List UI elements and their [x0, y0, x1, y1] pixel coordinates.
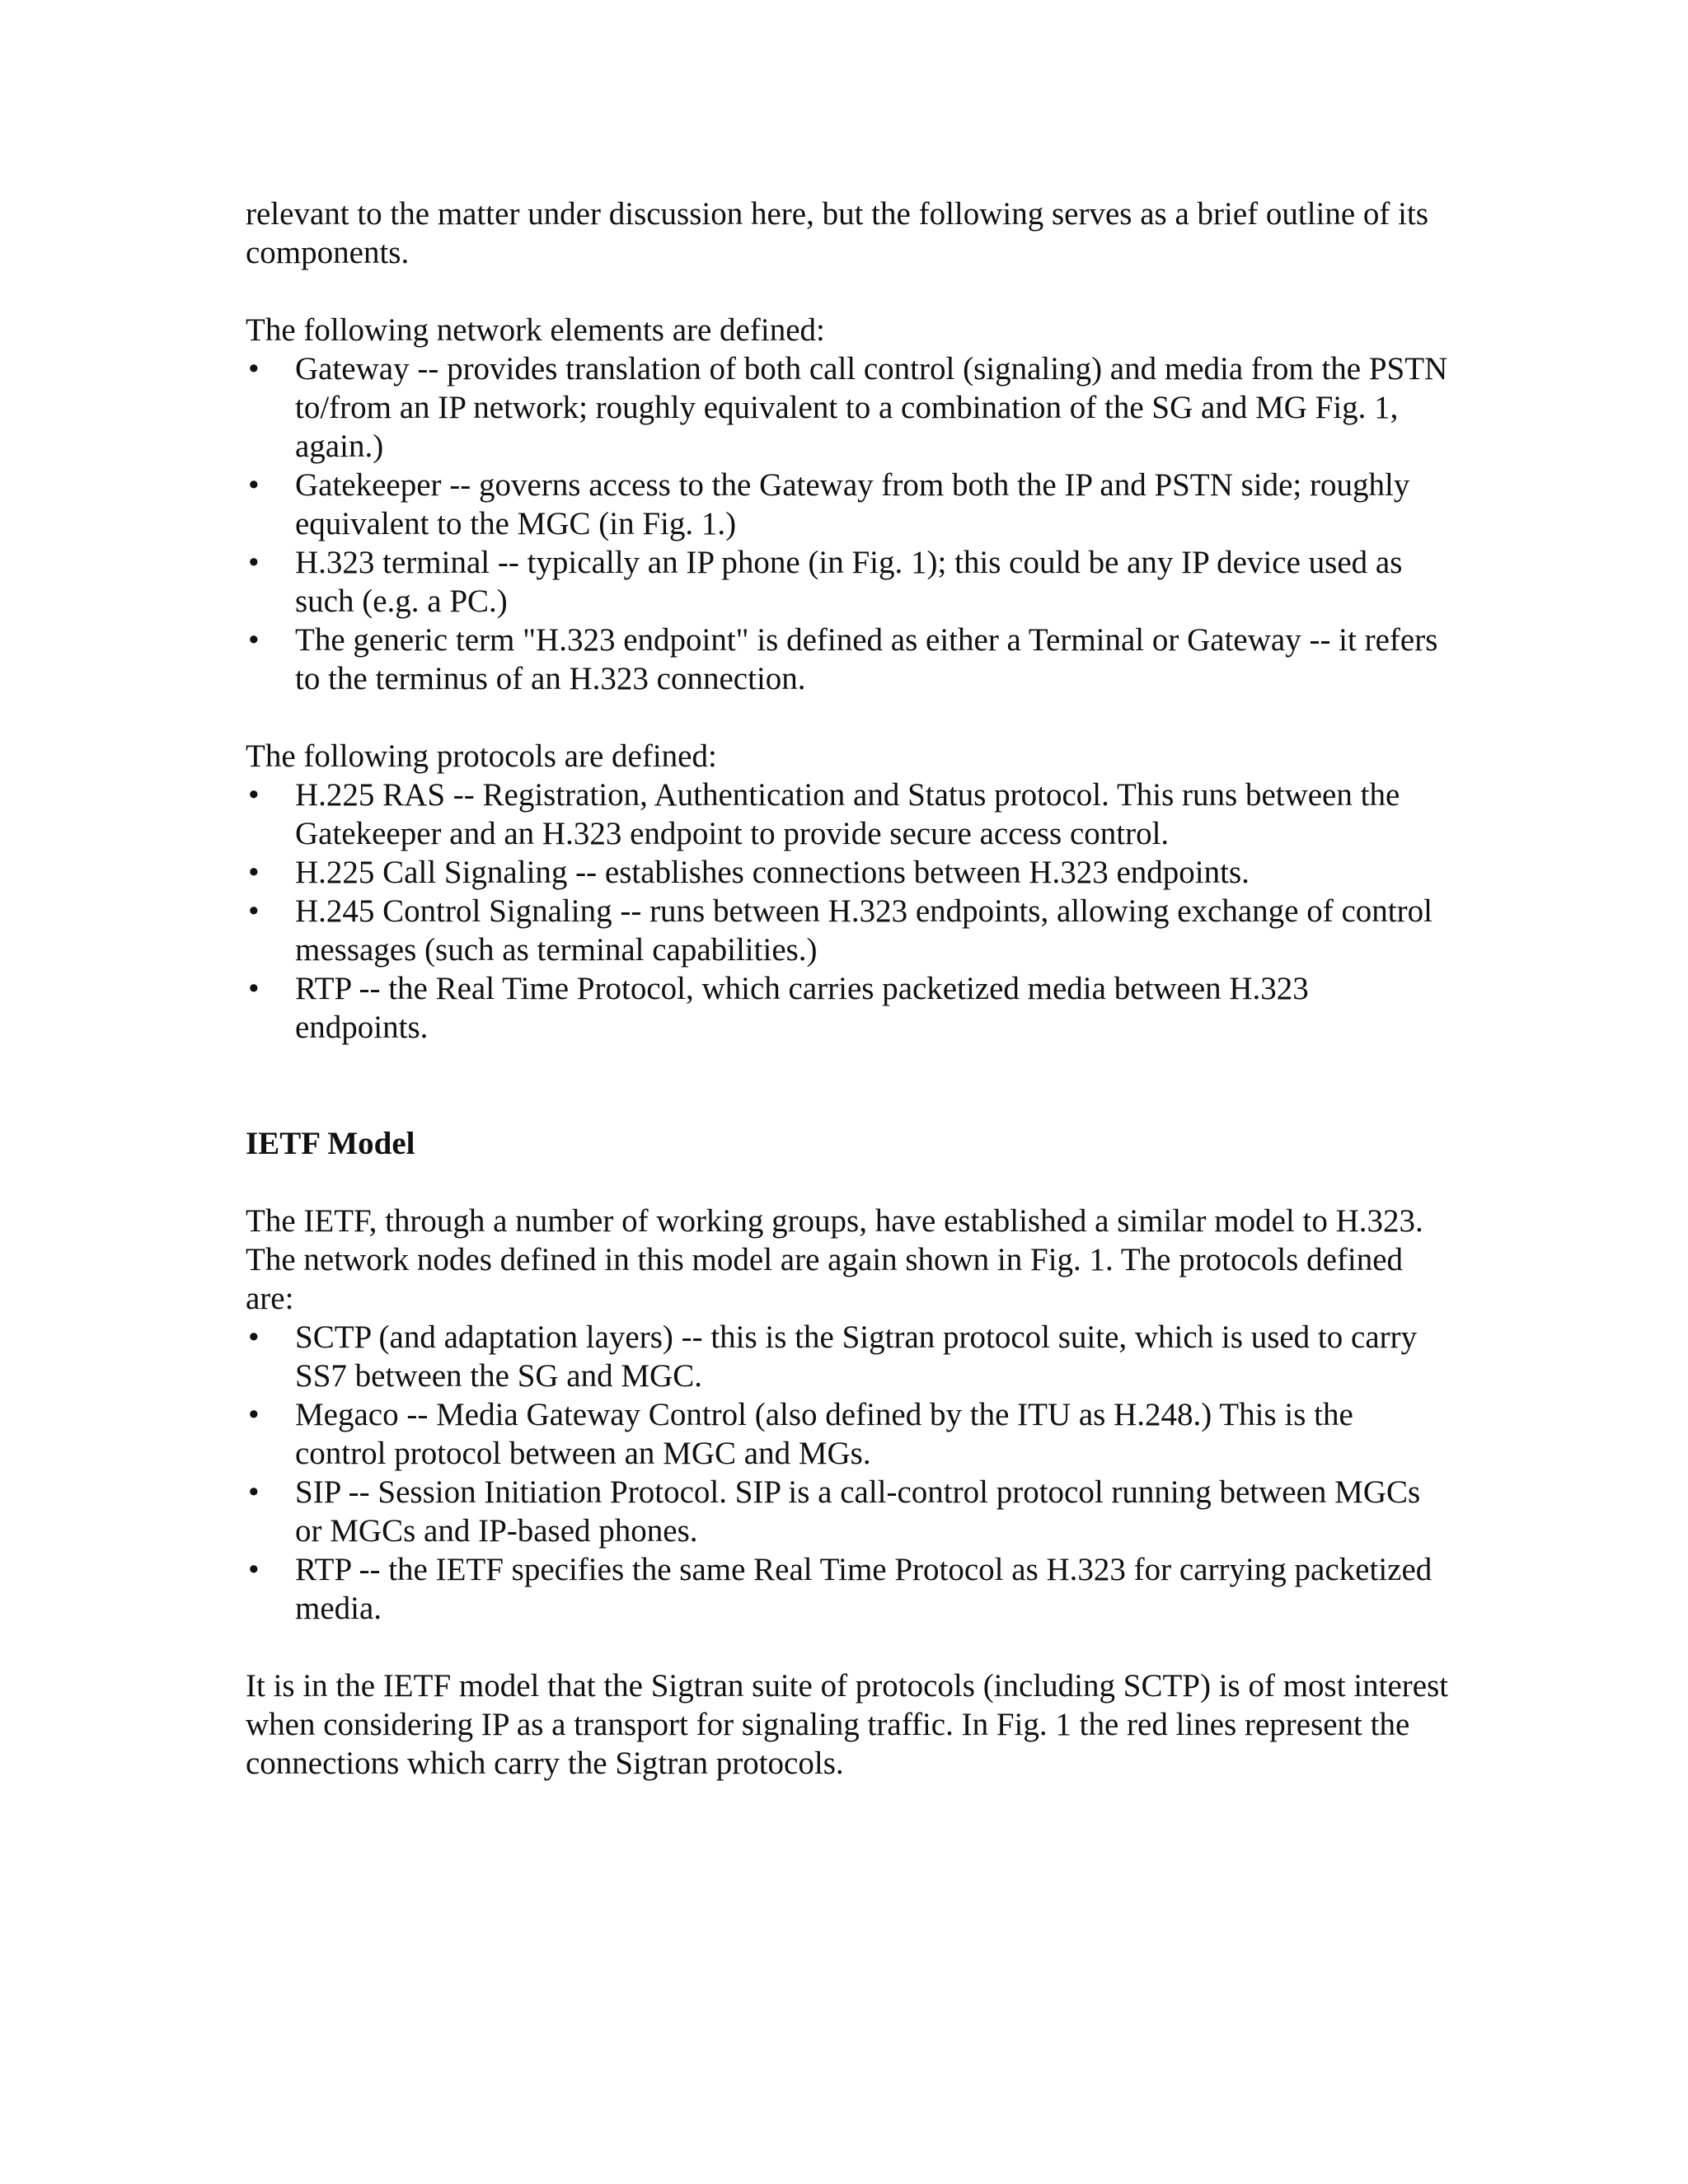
list-item	[246, 1318, 1449, 1395]
list-item-text: Gatekeeper -- governs access to the Gateway from both the IP and PSTN side; roughly equivalent to the MGC (in Fig. 1.)	[295, 467, 1410, 541]
list-item	[246, 776, 1449, 853]
list-item-text: H.225 Call Signaling -- establishes connections between H.323 endpoints.	[295, 855, 1250, 890]
list-item	[246, 621, 1449, 698]
ietf-model-heading: IETF Model	[246, 1126, 415, 1161]
list-item	[246, 892, 1449, 969]
bullet-icon: •	[248, 1319, 260, 1355]
list-item-text: H.323 terminal -- typically an IP phone (in Fig. 1); this could be any IP device used as such (e.g. a PC.)	[295, 545, 1403, 619]
list-item-text: SCTP (and adaptation layers) -- this is the Sigtran protocol suite, which is used to carry SS7 between the SG and MGC.	[295, 1319, 1418, 1394]
list-item-text: Megaco -- Media Gateway Control (also defined by the ITU as H.248.) This is the control protocol between an MGC and MGs.	[295, 1397, 1353, 1471]
list-item-text: H.245 Control Signaling -- runs between H.323 endpoints, allowing exchange of control messages (such as terminal capabilities.)	[295, 893, 1432, 968]
list-item	[246, 349, 1449, 466]
bullet-icon: •	[248, 777, 260, 813]
network-elements-list	[246, 349, 1449, 698]
list-item-text: Gateway -- provides translation of both call control (signaling) and media from the PSTN to/from an IP network; roughly equivalent to a combination of the SG and MG Fig. 1, again.)	[295, 351, 1448, 464]
protocols-list	[246, 776, 1449, 1047]
list-item	[246, 853, 1449, 892]
bullet-icon: •	[248, 622, 260, 658]
intro-paragraph: relevant to the matter under discussion here, but the following serves as a brief outline of its components.	[246, 196, 1429, 270]
list-item	[246, 1550, 1449, 1628]
bullet-icon: •	[248, 1474, 260, 1510]
list-item-text: H.225 RAS -- Registration, Authentication and Status protocol. This runs between the Gatekeeper and an H.323 endpoint to provide secure access control.	[295, 777, 1400, 851]
bullet-icon: •	[248, 1397, 260, 1432]
bullet-icon: •	[248, 467, 260, 503]
list-item-text: SIP -- Session Initiation Protocol. SIP is a call-control protocol running between MGCs or MGCs and IP-based phones.	[295, 1474, 1421, 1549]
list-item	[246, 543, 1449, 621]
list-item-text: The generic term "H.323 endpoint" is defined as either a Terminal or Gateway -- it refers to the terminus of an H.323 connection.	[295, 622, 1438, 696]
bullet-icon: •	[248, 351, 260, 387]
protocols-heading: The following protocols are defined:	[246, 738, 717, 774]
page-content	[246, 194, 1449, 1783]
list-item-text: RTP -- the Real Time Protocol, which carries packetized media between H.323 endpoints.	[295, 971, 1309, 1045]
ietf-intro-paragraph: The IETF, through a number of working groups, have established a similar model to H.323. The network nodes defined in this model are again shown in Fig. 1. The protocols defined are:	[246, 1203, 1423, 1316]
list-item	[246, 1395, 1449, 1473]
list-item-text: RTP -- the IETF specifies the same Real Time Protocol as H.323 for carrying packetized media.	[295, 1552, 1432, 1626]
ietf-protocols-list	[246, 1318, 1449, 1628]
list-item	[246, 969, 1449, 1047]
bullet-icon: •	[248, 855, 260, 890]
bullet-icon: •	[248, 971, 260, 1006]
bullet-icon: •	[248, 1552, 260, 1587]
list-item	[246, 466, 1449, 543]
conclusion-paragraph: It is in the IETF model that the Sigtran suite of protocols (including SCTP) is of most interest when considering IP as a transport for signaling traffic. In Fig. 1 the red lines represent the connections which carry the Sigtran protocols.	[246, 1668, 1449, 1781]
network-elements-heading: The following network elements are defined:	[246, 312, 825, 348]
list-item	[246, 1473, 1449, 1550]
bullet-icon: •	[248, 893, 260, 929]
bullet-icon: •	[248, 545, 260, 580]
